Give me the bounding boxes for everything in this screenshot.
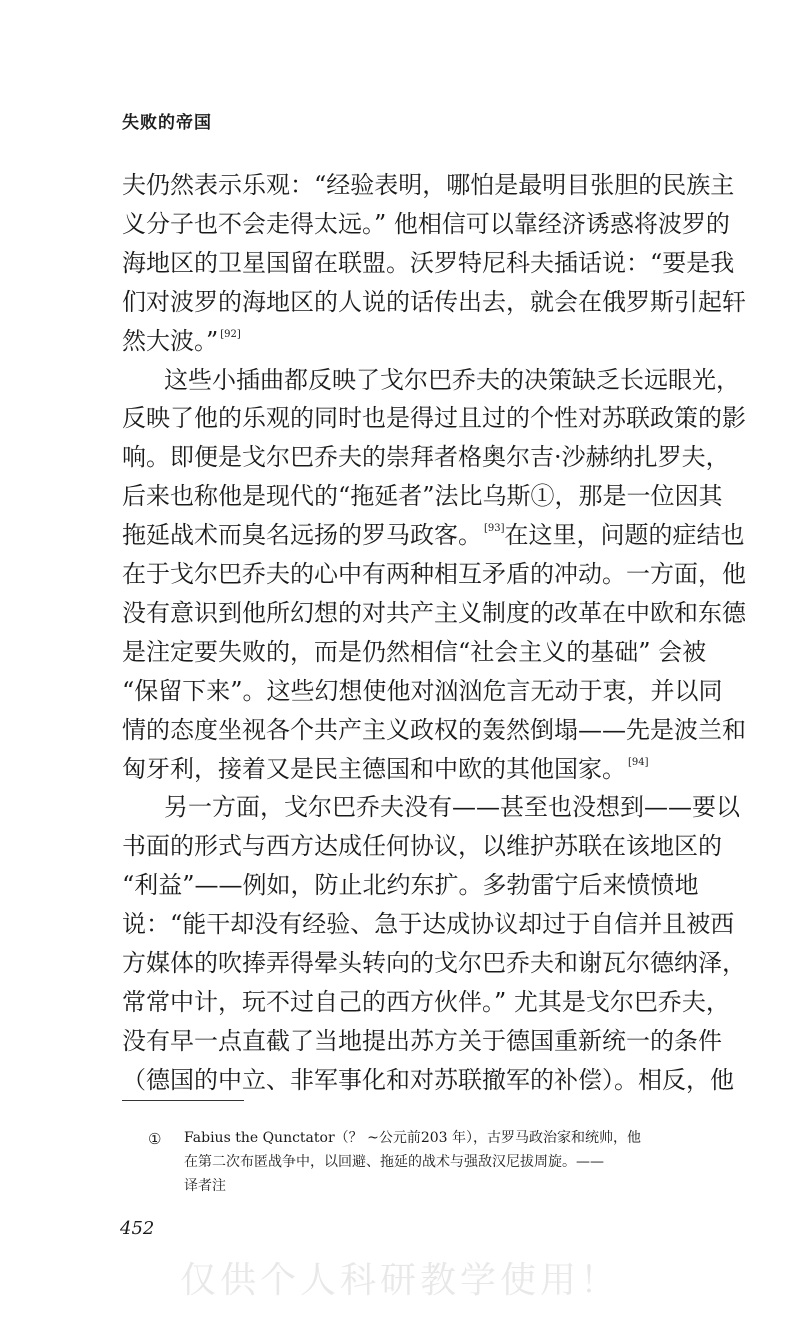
footnote-rule <box>122 1100 244 1101</box>
body-line <box>122 521 745 549</box>
body-line: “保留下来”。这些幻想使他对汹汹危言无动于衷，并以同 <box>122 677 723 705</box>
page-number: 452 <box>120 1218 155 1239</box>
footnote-mark: ① <box>148 1130 162 1148</box>
citation-ref: [92] <box>220 329 241 340</box>
body-line: 说：“能干却没有经验、急于达成协议却过于自信并且被西 <box>122 910 735 938</box>
body-line-text: 然大波。” <box>122 327 219 355</box>
body-line-text: 在这里，问题的症结也 <box>504 521 745 549</box>
body-line: 这些小插曲都反映了戈尔巴乔夫的决策缺乏长远眼光， <box>164 366 740 394</box>
body-line: 夫仍然表示乐观：“经验表明，哪怕是最明目张胆的民族主 <box>122 171 735 199</box>
body-line: 响。即便是戈尔巴乔夫的崇拜者格奥尔吉·沙赫纳扎罗夫， <box>122 443 730 471</box>
body-line: 没有意识到他所幻想的对共产主义制度的改革在中欧和东德 <box>122 599 746 627</box>
body-line: 没有早一点直截了当地提出苏方关于德国重新统一的条件 <box>122 1027 722 1055</box>
body-line: “利益”——例如，防止北约东扩。多勃雷宁后来愤愤地 <box>122 871 699 899</box>
citation-ref: [94] <box>628 757 649 768</box>
body-line: 情的态度坐视各个共产主义政权的轰然倒塌——先是波兰和 <box>122 716 746 744</box>
watermark: 仅供个人科研教学使用！ <box>179 1260 620 1301</box>
body-line: 方媒体的吹捧弄得晕头转向的戈尔巴乔夫和谢瓦尔德纳泽， <box>122 949 746 977</box>
body-line: 义分子也不会走得太远。” 他相信可以靠经济诱惑将波罗的 <box>122 210 730 238</box>
body-line: 在于戈尔巴乔夫的心中有两种相互矛盾的冲动。一方面，他 <box>122 560 746 588</box>
body-line <box>122 755 682 783</box>
body-line: （德国的中立、非军事化和对苏联撤军的补偿）。相反，他 <box>122 1066 734 1094</box>
footnote-line: 在第二次布匿战争中，以回避、拖延的战术与强敌汉尼拔周旋。—— <box>184 1154 604 1170</box>
body-line: 们对波罗的海地区的人说的话传出去，就会在俄罗斯引起轩 <box>122 288 746 316</box>
running-header: 失败的帝国 <box>122 113 212 133</box>
body-line: 另一方面，戈尔巴乔夫没有——甚至也没想到——要以 <box>164 793 740 821</box>
body-line: 常常中计，玩不过自己的西方伙伴。” 尤其是戈尔巴乔夫， <box>122 988 730 1016</box>
body-line: 海地区的卫星国留在联盟。沃罗特尼科夫插话说：“要是我 <box>122 249 735 277</box>
body-line: 反映了他的乐观的同时也是得过且过的个性对苏联政策的影 <box>122 404 746 432</box>
body-line: 是注定要失败的，而是仍然相信“社会主义的基础” 会被 <box>122 638 707 666</box>
body-line: 书面的形式与西方达成任何协议，以维护苏联在该地区的 <box>122 832 722 860</box>
body-line-text: 匈牙利，接着又是民主德国和中欧的其他国家。 <box>122 755 626 783</box>
body-line-text: 拖延战术而臭名远扬的罗马政客。 <box>122 521 482 549</box>
footnote-line: 译者注 <box>184 1178 226 1194</box>
footnote-line: Fabius the Qunctator（？ ~公元前203 年），古罗马政治家和统帅，他 <box>184 1130 642 1146</box>
body-line <box>122 327 682 355</box>
citation-ref: [93] <box>484 523 505 534</box>
body-line: 后来也称他是现代的“拖延者”法比乌斯①，那是一位因其 <box>122 482 723 510</box>
